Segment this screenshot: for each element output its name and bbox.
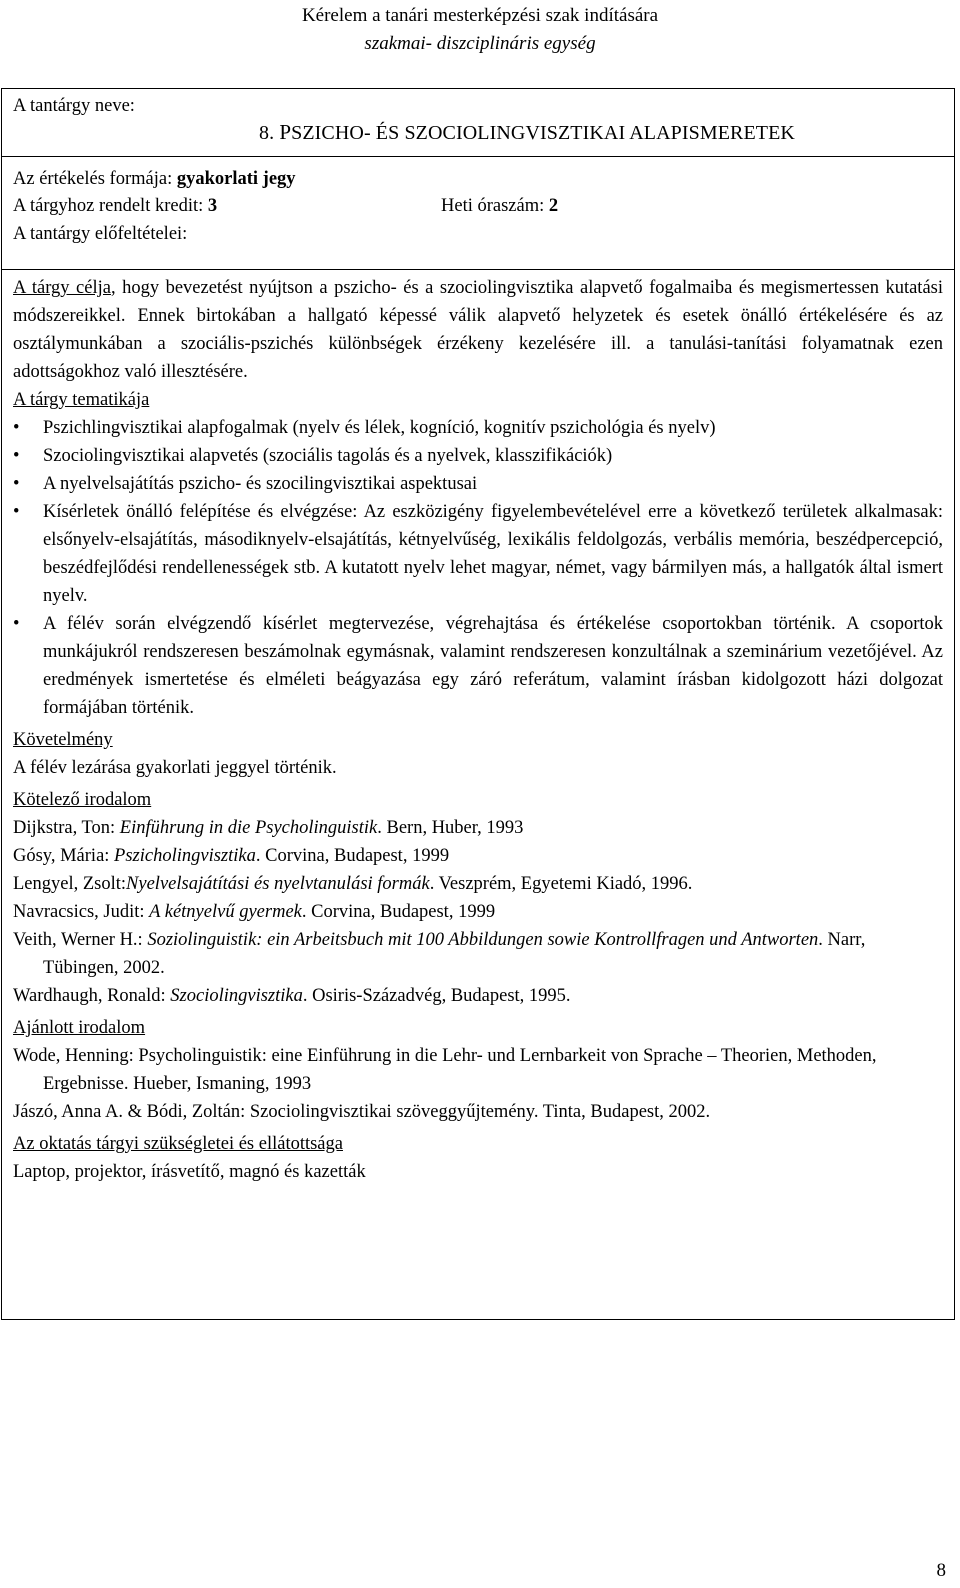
equipment-text: Laptop, projektor, írásvetítő, magnó és kazetták — [13, 1162, 366, 1182]
goal-label: A tárgy célja — [13, 278, 111, 298]
topics-list — [13, 414, 943, 722]
mandatory-literature-list — [13, 814, 943, 1010]
subject-title — [13, 117, 943, 148]
recommended-literature-list — [13, 1042, 943, 1126]
bullet-icon: • — [13, 502, 20, 522]
credit-line — [13, 193, 943, 220]
assessment-form-label: Az értékelés formája: — [13, 169, 173, 189]
details-row — [2, 270, 954, 1329]
topic-item: • Szociolingvisztikai alapvetés (szociális tagolás és a nyelvek, klasszifikációk) — [13, 442, 943, 470]
reference-item: Veith, Werner H.: Soziolinguistik: ein Arbeitsbuch mit 100 Abbildungen sowie Kontrollfragen und Antworten. Narr, Tübingen, 2002. — [13, 930, 866, 978]
subject-number: 8. — [259, 122, 275, 144]
bullet-icon: • — [13, 446, 20, 466]
hours-value: 2 — [548, 196, 559, 216]
reference-item: Wardhaugh, Ronald: Szociolingvisztika. Osiris-Századvég, Budapest, 1995. — [13, 986, 571, 1006]
bullet-icon: • — [13, 474, 20, 494]
topic-item: • Kísérletek önálló felépítése és elvégzése: Az eszközigény figyelembevételével erre a következő területek alkalmasak: elsőnyelv-elsajátítás, másodiknyelv-elsajátítás, kétnyelvűség, lexikális feldolgozás, verbális memória, beszédpercepció, beszédfejlődési rendellenességek stb. A kutatott nyelv lehet magyar, német, vagy bármilyen más, a hallgatók által ismert nyelv. — [13, 498, 943, 610]
reference-item: Dijkstra, Ton: Einführung in die Psycholinguistik. Bern, Huber, 1993 — [13, 818, 524, 838]
credit-value: 3 — [207, 196, 218, 216]
prerequisites-label: A tantárgy előfeltételei: — [13, 224, 188, 244]
assessment-row — [2, 165, 954, 270]
assessment-form — [13, 165, 943, 193]
mandatory-literature-label: Kötelező irodalom — [13, 790, 152, 810]
subject-title-text: SZICHO- ÉS SZOCIOLINGVISZTIKAI ALAPISMERETEK — [291, 122, 795, 144]
reference-item: Jászó, Anna A. & Bódi, Zoltán: Szociolingvisztikai szöveggyűjtemény. Tinta, Budapest, 2002. — [13, 1102, 711, 1122]
header-subtitle: szakmai- diszciplináris egység — [364, 33, 596, 54]
hours-field — [441, 193, 558, 220]
page-number: 8 — [936, 1560, 946, 1581]
goal-paragraph — [13, 274, 943, 386]
subject-title-initial: P — [279, 120, 292, 144]
bullet-icon: • — [13, 614, 20, 634]
bullet-icon: • — [13, 418, 20, 438]
equipment-label: Az oktatás tárgyi szükségletei és ellátottsága — [13, 1134, 343, 1154]
requirement-text: A félév lezárása gyakorlati jeggyel történik. — [13, 758, 337, 778]
page-header — [0, 2, 960, 58]
subject-name-row — [2, 89, 954, 157]
recommended-literature-label: Ajánlott irodalom — [13, 1018, 146, 1038]
reference-item: Lengyel, Zsolt:Nyelvelsajátítási és nyelvtanulási formák. Veszprém, Egyetemi Kiadó, 1996. — [13, 874, 693, 894]
topic-item: • Pszichlingvisztikai alapfogalmak (nyelv és lélek, kogníció, kognitív pszichológia és nyelv) — [13, 414, 943, 442]
hours-label: Heti óraszám: — [441, 196, 545, 216]
reference-item: Gósy, Mária: Pszicholingvisztika. Corvina, Budapest, 1999 — [13, 846, 450, 866]
topics-label: A tárgy tematikája — [13, 390, 150, 410]
subject-table — [1, 88, 955, 1320]
credit-field — [13, 193, 441, 220]
requirement-label: Követelmény — [13, 730, 113, 750]
credit-label: A tárgyhoz rendelt kredit: — [13, 196, 204, 216]
assessment-form-value: gyakorlati jegy — [176, 169, 296, 189]
goal-text: , hogy bevezetést nyújtson a pszicho- és a szociolingvisztika alapvető fogalmaiba és megismertessen kutatási módszereikkel. Ennek birtokában a hallgató képessé válik alapvető helyzetek és esetek önálló értékelésére és az osztálymunkában a szociális-pszichés különbségek érzékeny kezelésére ill. a tanulási-tanítási folyamatnak ezen adottságokhoz való illesztésére. — [13, 278, 943, 382]
topic-item: • A félév során elvégzendő kísérlet megtervezése, végrehajtása és értékelése csoportokban történik. A csoportok munkájukról rendszeresen beszámolnak egymásnak, valamint rendszeresen konzultálnak a szeminárium vezetőjével. Az eredmények ismertetése és elméleti beágyazása egy záró referátum, valamint írásban kidolgozott házi dolgozat formájában történik. — [13, 610, 943, 722]
header-title: Kérelem a tanári mesterképzési szak indítására — [301, 5, 659, 26]
reference-item: Wode, Henning: Psycholinguistik: eine Einführung in die Lehr- und Lernbarkeit von Sprache – Theorien, Methoden, Ergebnisse. Hueber, Ismaning, 1993 — [13, 1046, 877, 1094]
reference-item: Navracsics, Judit: A kétnyelvű gyermek. Corvina, Budapest, 1999 — [13, 902, 496, 922]
topic-item: • A nyelvelsajátítás pszicho- és szocilingvisztikai aspektusai — [13, 470, 943, 498]
subject-name-label: A tantárgy neve: — [13, 96, 135, 116]
